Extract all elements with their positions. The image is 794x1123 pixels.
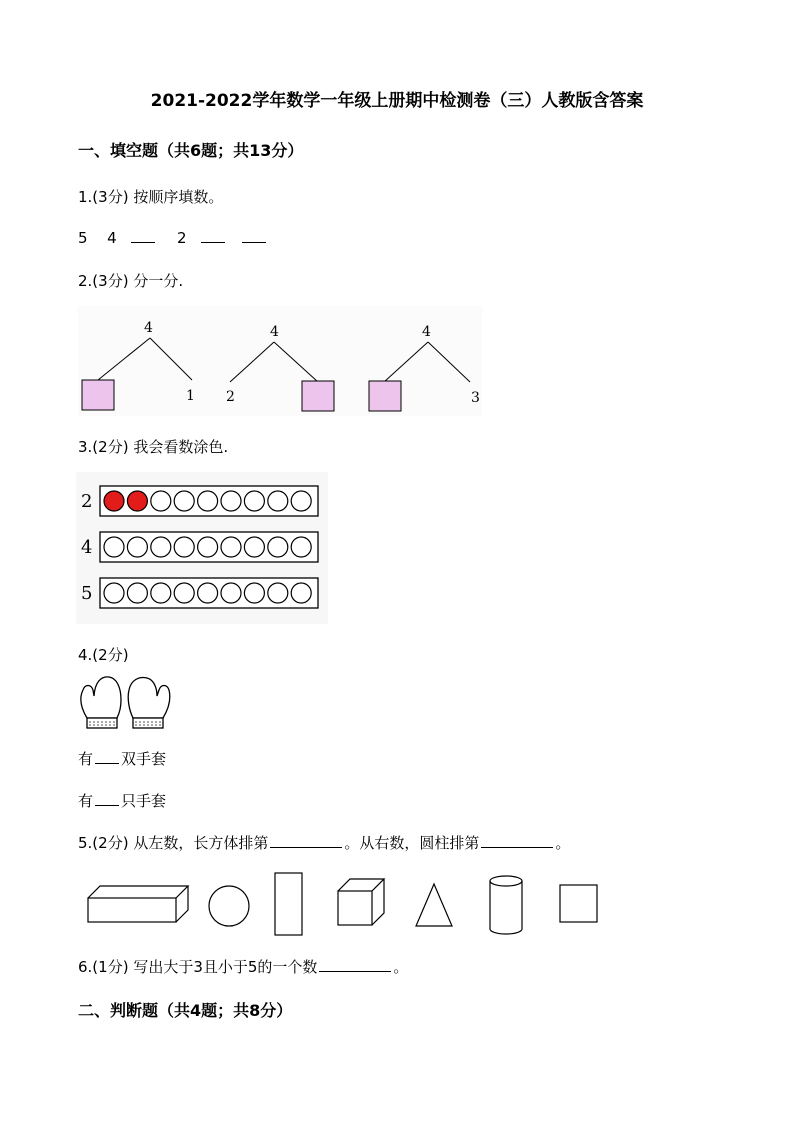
color-circle[interactable] bbox=[268, 537, 288, 557]
answer-blank[interactable] bbox=[131, 228, 155, 243]
bond-top: 4 bbox=[144, 320, 153, 336]
color-circle[interactable] bbox=[268, 583, 288, 603]
seq-number: 2 bbox=[177, 229, 187, 247]
stem-part: 。 bbox=[393, 958, 409, 976]
color-circle[interactable] bbox=[268, 491, 288, 511]
color-circle[interactable] bbox=[291, 491, 311, 511]
color-circle[interactable] bbox=[198, 583, 218, 603]
row-number-label: 5 bbox=[81, 583, 93, 604]
color-circle[interactable] bbox=[174, 491, 194, 511]
color-circle[interactable] bbox=[127, 583, 147, 603]
color-circle[interactable] bbox=[174, 583, 194, 603]
seq-number: 5 bbox=[78, 229, 88, 247]
question-3-stem: 3.(2分) 我会看数涂色. bbox=[78, 438, 229, 456]
circle-shape bbox=[209, 886, 249, 926]
color-circle[interactable] bbox=[291, 583, 311, 603]
answer-blank[interactable] bbox=[242, 228, 266, 243]
bond-right: 1 bbox=[186, 388, 195, 404]
color-circle[interactable] bbox=[151, 583, 171, 603]
bond-top: 4 bbox=[422, 324, 431, 340]
answer-box[interactable] bbox=[302, 381, 334, 411]
color-circle[interactable] bbox=[174, 537, 194, 557]
stem-part: 5.(2分) 从左数，长方体排第 bbox=[78, 834, 269, 852]
color-circle[interactable] bbox=[244, 491, 264, 511]
color-circle[interactable] bbox=[198, 537, 218, 557]
shapes-row bbox=[84, 868, 604, 940]
mitten-icon bbox=[81, 677, 121, 728]
bond-left: 2 bbox=[226, 389, 235, 405]
question-1-sequence bbox=[78, 228, 268, 247]
answer-blank[interactable] bbox=[270, 833, 342, 848]
seq-number: 4 bbox=[107, 229, 117, 247]
answer-blank[interactable] bbox=[95, 791, 119, 806]
color-circle[interactable] bbox=[151, 491, 171, 511]
answer-blank[interactable] bbox=[201, 228, 225, 243]
mittens-image bbox=[77, 672, 173, 734]
question-6-stem bbox=[78, 956, 408, 977]
section-heading-judge: 二、判断题（共4题；共8分） bbox=[78, 1001, 293, 1020]
color-circle[interactable] bbox=[104, 491, 124, 511]
stem-part: 。从右数，圆柱排第 bbox=[344, 834, 480, 852]
number-bond-figure bbox=[78, 306, 482, 416]
cuboid-shape bbox=[88, 886, 188, 922]
counting-row bbox=[81, 578, 318, 608]
row-number-label: 4 bbox=[81, 537, 93, 558]
counting-row bbox=[81, 486, 318, 516]
question-4-line-1 bbox=[78, 748, 166, 769]
question-5-stem bbox=[78, 832, 570, 853]
color-circle[interactable] bbox=[198, 491, 218, 511]
page-title: 2021-2022学年数学一年级上册期中检测卷（三）人教版含答案 bbox=[150, 91, 644, 111]
line-prefix: 有 bbox=[78, 750, 94, 768]
color-circle[interactable] bbox=[127, 537, 147, 557]
color-circle[interactable] bbox=[221, 537, 241, 557]
question-4-line-2 bbox=[78, 790, 166, 811]
color-circle[interactable] bbox=[221, 491, 241, 511]
square-shape bbox=[560, 885, 597, 922]
bond-right: 3 bbox=[471, 390, 480, 406]
tall-rectangle-shape bbox=[275, 873, 302, 935]
color-counting-figure bbox=[76, 472, 328, 624]
section-heading-fill: 一、填空题（共6题；共13分） bbox=[78, 141, 304, 160]
color-circle[interactable] bbox=[221, 583, 241, 603]
color-circle[interactable] bbox=[151, 537, 171, 557]
cube-shape bbox=[338, 879, 384, 925]
line-suffix: 双手套 bbox=[121, 750, 167, 768]
cylinder-shape bbox=[490, 876, 522, 934]
line-prefix: 有 bbox=[78, 792, 94, 810]
stem-part: 6.(1分) 写出大于3且小于5的一个数 bbox=[78, 958, 318, 976]
line-suffix: 只手套 bbox=[121, 792, 167, 810]
answer-blank[interactable] bbox=[95, 749, 119, 764]
bond-top: 4 bbox=[270, 324, 279, 340]
stem-part: 。 bbox=[555, 834, 571, 852]
mitten-icon bbox=[128, 678, 170, 729]
question-4-stem: 4.(2分) bbox=[78, 646, 129, 664]
counting-row bbox=[81, 532, 318, 562]
answer-box[interactable] bbox=[369, 381, 401, 411]
triangle-shape bbox=[416, 884, 452, 926]
color-circle[interactable] bbox=[244, 537, 264, 557]
color-circle[interactable] bbox=[244, 583, 264, 603]
answer-blank[interactable] bbox=[319, 957, 391, 972]
color-circle[interactable] bbox=[104, 537, 124, 557]
answer-blank[interactable] bbox=[481, 833, 553, 848]
question-1-stem: 1.(3分) 按顺序填数。 bbox=[78, 188, 224, 206]
row-number-label: 2 bbox=[81, 491, 93, 512]
question-2-stem: 2.(3分) 分一分. bbox=[78, 272, 184, 290]
answer-box[interactable] bbox=[82, 380, 114, 410]
color-circle[interactable] bbox=[104, 583, 124, 603]
color-circle[interactable] bbox=[127, 491, 147, 511]
color-circle[interactable] bbox=[291, 537, 311, 557]
